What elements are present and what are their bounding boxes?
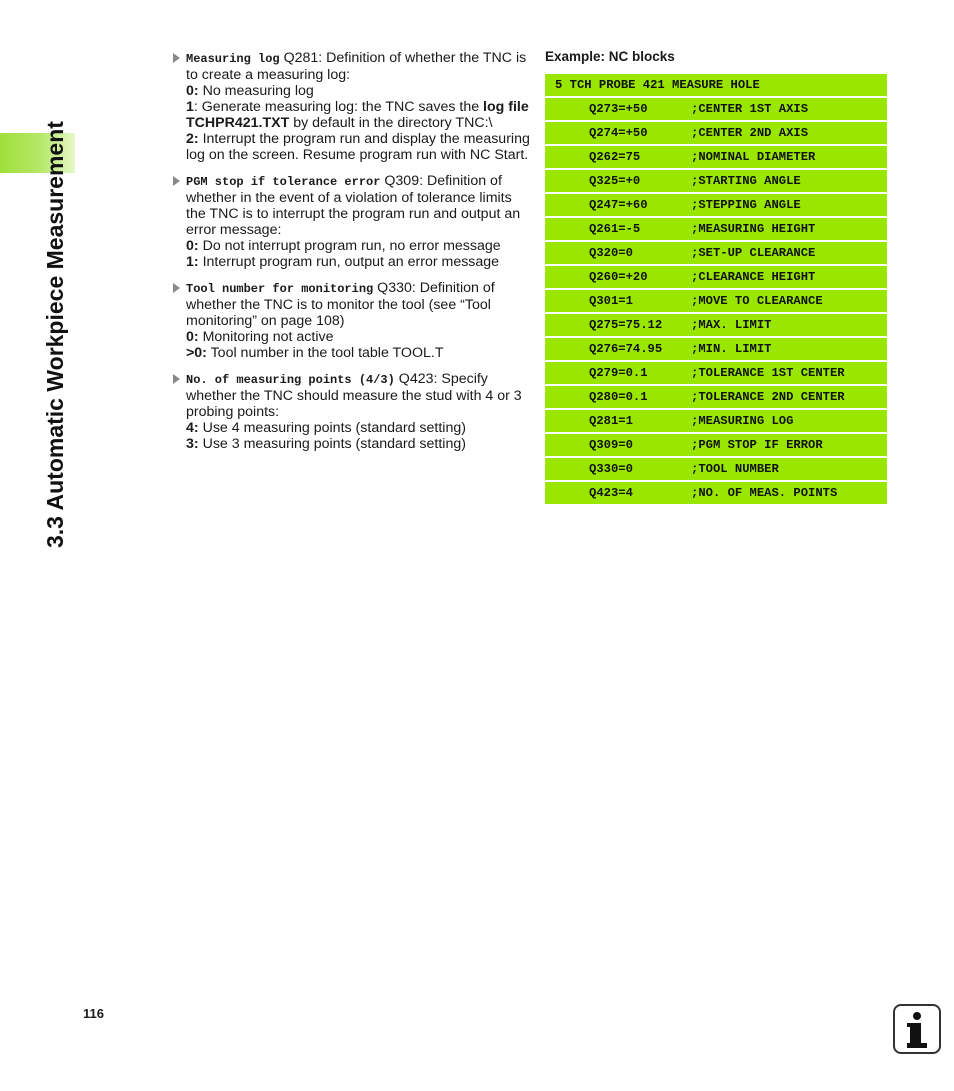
nc-comment: ;NOMINAL DIAMETER [691,150,816,164]
option-0: 0: Monitoring not active [186,329,334,345]
nc-block-row [545,290,887,312]
param-pgm-stop [170,173,530,270]
nc-param: Q274=+50 [589,126,648,140]
nc-param: Q273=+50 [589,102,648,116]
option-1: >0: Tool number in the tool table TOOL.T [186,345,444,361]
param-name: Tool number for monitoring [186,282,374,296]
nc-block-row [545,482,887,504]
param-desc: Q281: Definition of whether the TNC is to create a measuring log: [186,50,527,83]
nc-block-row [545,98,887,120]
option-0: 0: Do not interrupt program run, no error message [186,238,501,254]
nc-block-row [545,194,887,216]
option-1: 1: Generate measuring log: the TNC saves the log file TCHPR421.TXT by default in the directory TNC:\ [186,99,529,131]
nc-block-row [545,338,887,360]
nc-block-list [545,98,887,504]
nc-param: Q276=74.95 [589,342,663,356]
param-name: No. of measuring points (4/3) [186,373,395,387]
option-0: 4: Use 4 measuring points (standard setting) [186,420,466,436]
nc-block-row [545,386,887,408]
nc-comment: ;STEPPING ANGLE [691,198,801,212]
nc-param: Q301=1 [589,294,633,308]
nc-block-row [545,146,887,168]
option-1: 1: Interrupt program run, output an error message [186,254,500,270]
parameter-descriptions [170,50,530,462]
nc-comment: ;TOOL NUMBER [691,462,779,476]
page-number: 116 [83,1006,104,1021]
nc-block-row [545,458,887,480]
param-measuring-points [170,371,530,452]
option-1: 3: Use 3 measuring points (standard setting) [186,436,466,452]
param-tool-number [170,280,530,361]
nc-comment: ;MEASURING HEIGHT [691,222,816,236]
nc-block-row [545,218,887,240]
param-name: PGM stop if tolerance error [186,175,381,189]
chapter-title: 3.3 Automatic Workpiece Measurement [42,121,68,548]
nc-param: Q281=1 [589,414,633,428]
nc-comment: ;TOLERANCE 2ND CENTER [691,390,845,404]
example-title: Example: NC blocks [545,49,675,64]
nc-comment: ;NO. OF MEAS. POINTS [691,486,838,500]
nc-block-row [545,170,887,192]
nc-comment: ;STARTING ANGLE [691,174,801,188]
nc-param: Q325=+0 [589,174,641,188]
nc-param: Q423=4 [589,486,633,500]
nc-param: Q275=75.12 [589,318,663,332]
nc-param: Q309=0 [589,438,633,452]
nc-comment: ;SET-UP CLEARANCE [691,246,816,260]
nc-comment: ;CENTER 2ND AXIS [691,126,809,140]
param-name: Measuring log [186,52,280,66]
option-0: 0: No measuring log [186,83,314,99]
nc-block-row [545,410,887,432]
bullet-arrow-icon [173,283,180,293]
nc-comment: ;MEASURING LOG [691,414,794,428]
nc-param: Q261=-5 [589,222,641,236]
nc-param: Q262=75 [589,150,641,164]
nc-block-row [545,122,887,144]
nc-param: Q247=+60 [589,198,648,212]
nc-block-row [545,434,887,456]
nc-comment: ;MIN. LIMIT [691,342,772,356]
nc-block-row [545,266,887,288]
nc-comment: ;PGM STOP IF ERROR [691,438,823,452]
nc-param: Q280=0.1 [589,390,648,404]
info-icon [893,1004,941,1054]
nc-block-row [545,242,887,264]
nc-param: Q320=0 [589,246,633,260]
nc-param: Q330=0 [589,462,633,476]
nc-param: Q279=0.1 [589,366,648,380]
param-desc: Q309: Definition of whether in the event of a violation of tolerance limits the TNC is to interrupt the program run and output an error message: [186,173,521,238]
bullet-arrow-icon [173,374,180,384]
nc-comment: ;TOLERANCE 1ST CENTER [691,366,845,380]
param-desc: Q423: Specify whether the TNC should measure the stud with 4 or 3 probing points: [186,371,522,420]
param-desc: Q330: Definition of whether the TNC is to monitor the tool (see “Tool monitoring” on page 108) [186,280,495,329]
nc-comment: ;CENTER 1ST AXIS [691,102,809,116]
nc-block-row [545,314,887,336]
nc-param: Q260=+20 [589,270,648,284]
bullet-arrow-icon [173,176,180,186]
nc-block-head: 5 TCH PROBE 421 MEASURE HOLE [545,74,887,96]
param-measuring-log [170,50,530,163]
nc-comment: ;CLEARANCE HEIGHT [691,270,816,284]
nc-block-row [545,362,887,384]
nc-example [545,49,887,506]
nc-comment: ;MOVE TO CLEARANCE [691,294,823,308]
option-2: 2: Interrupt the program run and display the measuring log on the screen. Resume program run with NC Start. [186,131,530,163]
bullet-arrow-icon [173,53,180,63]
nc-comment: ;MAX. LIMIT [691,318,772,332]
